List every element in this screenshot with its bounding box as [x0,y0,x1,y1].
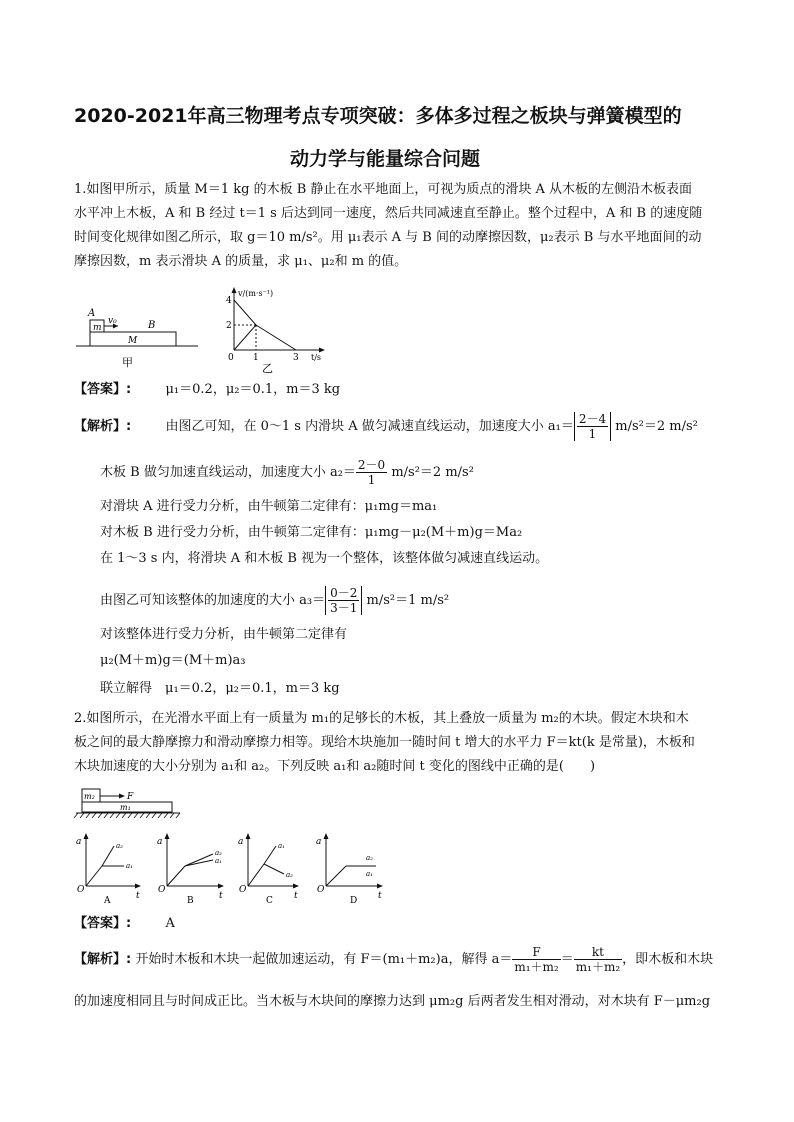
q1-answer-value: μ₁＝0.2，μ₂＝0.1，m＝3 kg [165,382,341,397]
graph-a-axis-a: a [76,837,82,847]
q2-graph-a [74,830,144,906]
q1-figure-jia [74,298,204,370]
q2-answer-label: 【答案】: [74,916,132,931]
q2-analysis-row2: 的加速度相同且与时间成正比。当木板与木块间的摩擦力达到 μm₂g 后两者发生相对滑动，对木块有 F－μm₂g [74,994,711,1009]
q2-frac2-num: kt [574,945,622,960]
graph-c-axis-a: a [238,837,244,847]
doc-title-line2: 动力学与能量综合问题 [290,148,481,170]
graph-d-label1: a₂ [366,854,373,862]
yi-tick-4: 4 [226,296,232,306]
graph-b-option: B [187,896,194,906]
doc-title-line1: 2020-2021年高三物理考点专项突破：多体多过程之板块与弹簧模型的 [74,105,682,127]
q2-frac2-den: m₁＋m₂ [575,960,621,974]
yi-ylabel: v/(m·s⁻¹) [238,289,274,298]
q1-analysis-text6-tail: m/s²＝1 m/s² [366,593,450,608]
graph-b-origin: O [158,885,166,895]
line-common-decel [256,325,296,350]
q1-frac2-num: 2－0 [357,458,386,472]
label-m2: m₂ [84,792,95,801]
q1-analysis-text1: 由图乙可知，在 0～1 s 内滑块 A 做匀减速直线运动，加速度大小 a₁＝ [165,419,574,434]
graph-b-axis-a: a [157,837,163,847]
label-M: M [128,336,138,346]
label-F: F [127,792,134,802]
graph-c-origin: O [239,885,247,895]
q1-analysis-row9: 联立解得 μ₁＝0.2，μ₂＝0.1，m＝3 kg [100,681,340,696]
q1-analysis-row6 [100,586,449,615]
label-m1: m₁ [120,803,131,812]
q2-answer-row [74,915,175,933]
graph-d-axis-a: a [316,837,322,847]
q2-analysis-row1 [74,945,713,974]
yi-tick-0: 0 [228,353,234,363]
q1-analysis-row3: 对滑块 A 进行受力分析，由牛顿第二定律有：μ₁mg＝ma₁ [100,499,438,514]
caption-yi: 乙 [262,362,273,374]
label-a: A [88,308,96,319]
graph-d-origin: O [317,885,325,895]
graph-b-axis-t: t [219,891,223,901]
q2-answer-value: A [165,916,175,931]
q1-analysis-text1-tail: m/s²＝2 m/s² [615,419,698,434]
yi-tick-1: 1 [253,353,259,363]
q1-frac1-num: 2－4 [578,412,607,426]
q1-text-line1: 1.如图甲所示，质量 M＝1 kg 的木板 B 静止在水平地面上，可视为质点的滑块 A 从木板的左侧沿木板表面 [74,182,693,197]
q2-analysis-label: 【解析】: [74,952,132,967]
q2-analysis-text1: 开始时木板和木块一起做加速运动，有 F＝(m₁＋m₂)a，解得 a＝ [135,952,513,967]
q1-analysis-text2-tail: m/s²＝2 m/s² [391,465,474,480]
q2-block-figure [74,786,184,826]
q1-analysis-text2: 木板 B 做匀加速直线运动，加速度大小 a₂＝ [100,465,356,480]
label-v0: v₀ [108,316,117,326]
q1-analysis-row1 [74,412,698,441]
graph-d-option: D [350,896,358,906]
label-b: B [148,320,156,331]
q2-equals: ＝ [560,952,574,967]
graph-b-label1: a₂ [215,849,222,857]
q1-frac3-num: 0－2 [330,586,358,600]
q2-graph-c [236,830,310,906]
q1-text-line2: 水平冲上木板，A 和 B 经过 t＝1 s 后达到同一速度，然后共同减速直至静止。整个过程中，A 和 B 的速度随 [74,206,703,221]
q2-text-line2: 板之间的最大静摩擦力和滑动摩擦力相等。现给木块施加一随时间 t 增大的水平力 F＝kt(k 是常量)，木板和 [74,735,695,750]
caption-jia: 甲 [122,356,133,369]
q1-text-line4: 摩擦因数，m 表示滑块 A 的质量，求 μ₁、μ₂和 m 的值。 [74,254,408,269]
graph-d-axis-t: t [378,891,382,901]
q2-graph-d [314,830,394,906]
q1-analysis-row4: 对木板 B 进行受力分析，由牛顿第二定律有：μ₁mg－μ₂(M＋m)g＝Ma₂ [100,525,523,540]
q1-analysis-row2 [100,458,474,487]
q1-analysis-text6: 由图乙可知该整体的加速度的大小 a₃＝ [100,593,326,608]
line-b-accel [234,325,256,350]
graph-b-label2: a₁ [215,857,222,865]
q2-frac1-den: m₁＋m₂ [514,960,559,974]
graph-c-label2: a₂ [286,871,293,879]
q1-analysis-row8: μ₂(M＋m)g＝(M＋m)a₃ [100,653,246,668]
q2-frac1-num: F [512,945,560,960]
q1-frac1-den: 1 [588,427,597,441]
graph-a-label1: a₂ [116,842,123,850]
yi-tick-2: 2 [226,321,232,331]
graph-c-axis-t: t [294,891,298,901]
q1-analysis-row5: 在 1～3 s 内，将滑块 A 和木板 B 视为一个整体，该整体做匀减速直线运动。 [100,551,549,566]
q1-text-line3: 时间变化规律如图乙所示，取 g＝10 m/s²。用 μ₁表示 A 与 B 间的动摩擦因数，μ₂表示 B 与水平地面间的动 [74,230,702,245]
q1-analysis-row7: 对该整体进行受力分析，由牛顿第二定律有 [100,627,348,642]
q1-figure-yi [224,284,334,374]
graph-c-label1: a₁ [278,842,285,850]
graph-a-origin: O [77,885,85,895]
graph-a-option: A [104,896,111,906]
line-a-decel [234,300,256,325]
graph-d-label2: a₁ [366,870,373,878]
label-m: m [93,323,102,333]
q2-text-line1: 2.如图所示，在光滑水平面上有一质量为 m₁的足够长的木板，其上叠放一质量为 m₂的木块。假定木块和木 [74,711,689,726]
graph-a-axis-t: t [136,891,140,901]
q2-analysis-text1-tail: ，即木板和木块 [622,952,714,967]
q2-graph-b [155,830,235,906]
graph-a-label2: a₁ [126,862,133,870]
q1-frac3-den: 3－1 [330,601,358,615]
q1-answer-row [74,381,340,399]
yi-tick-3: 3 [293,353,299,363]
graph-c-option: C [266,896,273,906]
yi-xlabel: t/s [311,353,322,362]
q1-frac2-den: 1 [367,473,376,487]
q1-analysis-label: 【解析】: [74,419,132,434]
q1-answer-label: 【答案】: [74,382,132,397]
q2-text-line3: 木块加速度的大小分别为 a₁和 a₂。下列反映 a₁和 a₂随时间 t 变化的图线中正确的是( ) [74,759,596,774]
